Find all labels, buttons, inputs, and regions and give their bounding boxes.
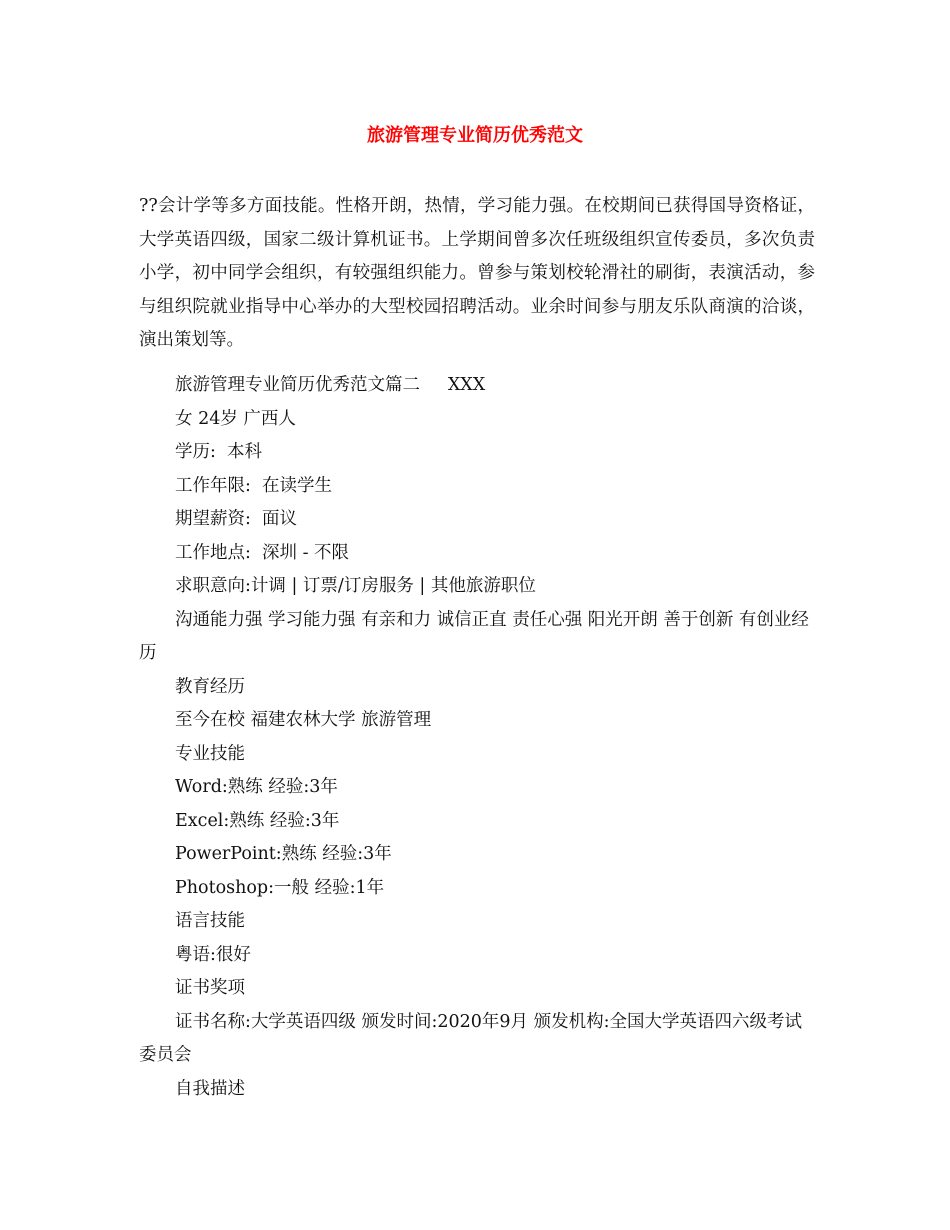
skill-line: Word:熟练 经验:3年 (175, 777, 338, 797)
education-entry-line: 至今在校 福建农林大学 旅游管理 (175, 710, 432, 730)
section-heading-education: 教育经历 (175, 676, 245, 697)
section-heading-skills: 专业技能 (175, 743, 245, 764)
certificate-line: 证书名称:大学英语四级 颁发时间:2020年9月 颁发机构:全国大学英语四六级考试委员会 (139, 1011, 802, 1065)
resume-body (139, 369, 815, 1106)
section-heading-certificates: 证书奖项 (175, 978, 245, 998)
section-heading-language: 语言技能 (175, 911, 245, 931)
document-title: 旅游管理专业简历优秀范文 (367, 125, 583, 146)
job-intention-line: 求职意向:计调 | 订票/订房服务 | 其他旅游职位 (175, 576, 536, 596)
language-line: 粤语:很好 (175, 944, 251, 965)
resume-heading-line: 旅游管理专业简历优秀范文篇二 XXX (175, 375, 486, 395)
section-heading-self-description: 自我描述 (175, 1078, 245, 1099)
personal-traits-line: 沟通能力强 学习能力强 有亲和力 诚信正直 责任心强 阳光开朗 善于创新 有创业经历 (139, 609, 809, 663)
skill-line: PowerPoint:熟练 经验:3年 (175, 844, 392, 864)
intro-paragraph: ??会计学等多方面技能。性格开朗，热情，学习能力强。在校期间已获得国导资格证，大学英语四级，国家二级计算机证书。上学期间曾多次任班级组织宣传委员，多次负责小学，初中同学会组织，有较强组织能力。曾参与策划校轮滑社的刷街，表演活动，参与组织院就业指导中心举办的大型校园招聘活动。业余时间参与朋友乐队商演的洽谈，演出策划等。 (139, 196, 815, 350)
work-location-line: 工作地点: 深圳 - 不限 (175, 542, 350, 563)
skill-line: Excel:熟练 经验:3年 (175, 810, 340, 831)
expected-salary-line: 期望薪资: 面议 (175, 509, 298, 529)
work-years-line: 工作年限: 在读学生 (175, 475, 333, 496)
education-level-line: 学历: 本科 (175, 442, 263, 462)
personal-info-line: 女 24岁 广西人 (175, 408, 296, 429)
skill-line: Photoshop:一般 经验:1年 (175, 877, 385, 898)
